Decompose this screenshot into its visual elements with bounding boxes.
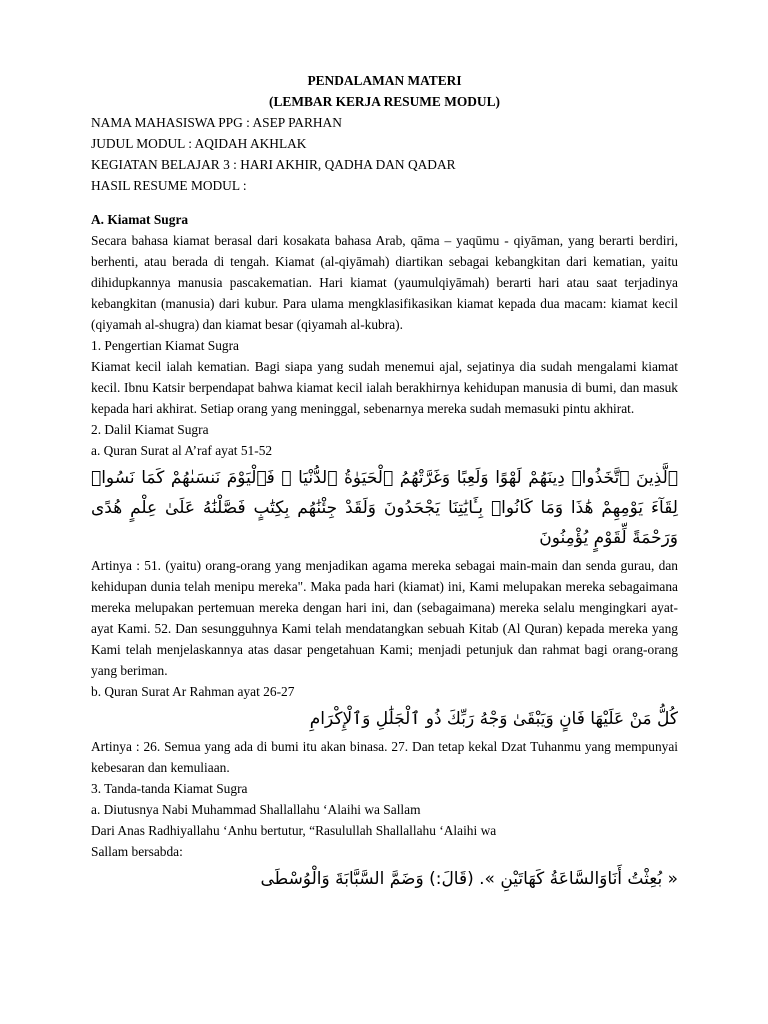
learning-activity: KEGIATAN BELAJAR 3 : HARI AKHIR, QADHA DAN QADAR (91, 157, 456, 172)
subsection-title-definition: 1. Pengertian Kiamat Sugra (91, 338, 240, 353)
quran-b-arabic: كُلُّ مَنْ عَلَيْهَا فَانٍ وَيَبْقَىٰ وَجْهُ رَبِّكَ ذُو ٱلْجَلَٰلِ وَٱلْإِكْرَامِ (309, 709, 678, 729)
hadith-narration-line1: Dari Anas Radhiyallahu ‘Anhu bertutur, “Rasulullah Shallallahu ‘Alaihi wa (91, 823, 497, 838)
sign-a-title: a. Diutusnya Nabi Muhammad Shallallahu ‘Alaihi wa Sallam (91, 802, 421, 817)
hadith-arabic: « بُعِثْتُ أَنَاوَالسَّاعَةُ كَهَاتَيْنِ ». (قَالَ:) وَضَمَّ السَّبَّابَةَ وَالْوُسْطَى (260, 869, 678, 889)
student-name: NAMA MAHASISWA PPG : ASEP PARHAN (91, 115, 342, 130)
document-title: PENDALAMAN MATERI (307, 73, 462, 88)
hadith-narration-line2: Sallam bersabda: (91, 844, 183, 859)
quran-b-title: b. Quran Surat Ar Rahman ayat 26-27 (91, 684, 295, 699)
module-title: JUDUL MODUL : AQIDAH AKHLAK (91, 136, 307, 151)
quran-b-translation: Artinya : 26. Semua yang ada di bumi itu akan binasa. 27. Dan tetap kekal Dzat Tuhanmu yang mempunyai kebesaran dan kemuliaan. (91, 739, 678, 775)
quran-a-translation: Artinya : 51. (yaitu) orang-orang yang menjadikan agama mereka sebagai main-main dan senda gurau, dan kehidupan dunia telah menipu mereka". Maka pada hari (kiamat) ini, Kami melupakan mereka sebagaimana mereka melupakan pertemuan mereka dengan hari ini, dan (sebagaimana) mereka selalu mengingkari ayat-ayat Kami. 52. Dan sesungguhnya Kami telah mendatangkan sebuah Kitab (Al Quran) kepada mereka yang Kami telah menjelaskannya atas dasar pengetahuan Kami; menjadi petunjuk dan rahmat bagi orang-orang yang beriman. (91, 558, 678, 678)
subsection-title-evidence: 2. Dalil Kiamat Sugra (91, 422, 209, 437)
subsection-title-signs: 3. Tanda-tanda Kiamat Sugra (91, 781, 248, 796)
quran-a-arabic: ٱلَّذِينَ ٱتَّخَذُوا۟ دِينَهُمْ لَهْوًا وَلَعِبًا وَغَرَّتْهُمُ ٱلْحَيَوٰةُ ٱلدُّنْيَا ۚ فَٱلْيَوْمَ نَنسَىٰهُمْ كَمَا نَسُوا۟ لِقَآءَ يَوْمِهِمْ هَٰذَا وَمَا كَانُوا۟ بِـَٔايَٰتِنَا يَجْحَدُونَ وَلَقَدْ جِئْنَٰهُم بِكِتَٰبٍ فَصَّلْنَٰهُ عَلَىٰ عِلْمٍ هُدًى وَرَحْمَةً لِّقَوْمٍ يُؤْمِنُونَ (91, 468, 678, 548)
document-subtitle: (LEMBAR KERJA RESUME MODUL) (269, 94, 500, 109)
section-heading: A. Kiamat Sugra (91, 212, 189, 227)
quran-a-title: a. Quran Surat al A’raf ayat 51-52 (91, 443, 273, 458)
resume-label: HASIL RESUME MODUL : (91, 178, 247, 193)
intro-paragraph: Secara bahasa kiamat berasal dari kosakata bahasa Arab, qāma – yaqūmu - qiyāman, yang berarti berdiri, berhenti, atau berada di tengah. Kiamat (al-qiyāmah) diartikan sebagai kebangkitan dari kematian, yaitu dihidupkannya manusia pascakematian. Hari kiamat (yaumulqiyāmah) berarti hari atau saat terjadinya kebangkitan (manusia) dari kubur. Para ulama mengklasifikasikan kiamat kepada dua macam: kiamat kecil (qiyamah al-shugra) dan kiamat besar (qiyamah al-kubra). (91, 233, 678, 332)
document-page (91, 70, 678, 896)
definition-paragraph: Kiamat kecil ialah kematian. Bagi siapa yang sudah menemui ajal, sejatinya dia sudah mengalami kiamat kecil. Ibnu Katsir berpendapat bahwa kiamat kecil ialah berakhirnya kehidupan manusia di bumi, dan masuk kepada hari akhirat. Setiap orang yang meninggal, sebenarnya mereka sudah memasuki pintu akhirat. (91, 359, 678, 416)
